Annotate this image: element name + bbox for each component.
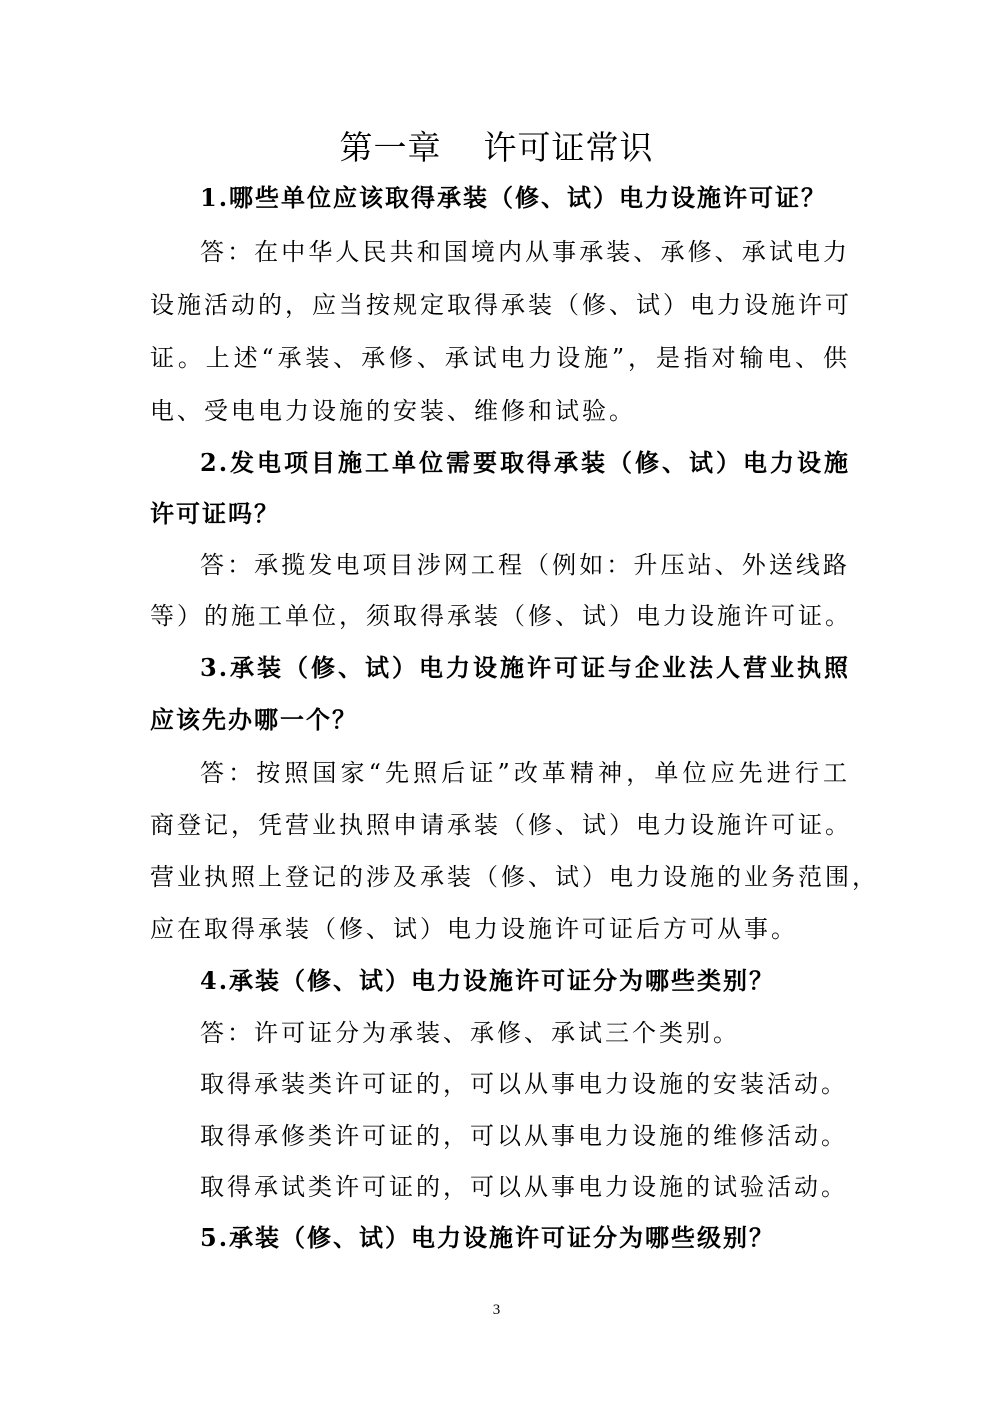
question-5: 5.承装（修、试）电力设施许可证分为哪些级别？ xyxy=(200,1223,776,1252)
answer-1-line-3: 证。上述“承装、承修、承试电力设施”，是指对输电、供 xyxy=(150,344,850,372)
answer-4-line-2: 取得承装类许可证的，可以从事电力设施的安装活动。 xyxy=(200,1070,848,1098)
question-2-line-2: 许可证吗？ xyxy=(150,499,280,528)
answer-3-line-2: 商登记，凭营业执照申请承装（修、试）电力设施许可证。 xyxy=(150,811,852,839)
chapter-name: 许可证常识 xyxy=(483,128,654,167)
question-3-line-2: 应该先办哪一个？ xyxy=(150,705,358,734)
answer-3-line-4: 应在取得承装（修、试）电力设施许可证后方可从事。 xyxy=(150,915,798,943)
chapter-number: 第一章 xyxy=(339,128,442,167)
answer-1-line-2: 设施活动的，应当按规定取得承装（修、试）电力设施许可 xyxy=(150,291,852,319)
question-2-line-1: 2.发电项目施工单位需要取得承装（修、试）电力设施 xyxy=(200,448,850,477)
answer-4-line-1: 答：许可证分为承装、承修、承试三个类别。 xyxy=(200,1019,740,1047)
answer-1-line-4: 电、受电电力设施的安装、维修和试验。 xyxy=(150,397,636,425)
question-1: 1.哪些单位应该取得承装（修、试）电力设施许可证？ xyxy=(200,183,828,212)
answer-3-line-1: 答：按照国家“先照后证”改革精神，单位应先进行工 xyxy=(200,759,850,787)
answer-2-line-2: 等）的施工单位，须取得承装（修、试）电力设施许可证。 xyxy=(150,602,852,630)
answer-1-line-1: 答：在中华人民共和国境内从事承装、承修、承试电力 xyxy=(200,238,850,266)
question-3-line-1: 3.承装（修、试）电力设施许可证与企业法人营业执照 xyxy=(200,653,850,682)
answer-2-line-1: 答：承揽发电项目涉网工程（例如：升压站、外送线路 xyxy=(200,551,850,579)
answer-3-line-3: 营业执照上登记的涉及承装（修、试）电力设施的业务范围， xyxy=(150,863,879,891)
page-number: 3 xyxy=(492,1302,501,1318)
answer-4-line-3: 取得承修类许可证的，可以从事电力设施的维修活动。 xyxy=(200,1122,848,1150)
chapter-title xyxy=(0,122,993,174)
answer-4-line-4: 取得承试类许可证的，可以从事电力设施的试验活动。 xyxy=(200,1173,848,1201)
question-4: 4.承装（修、试）电力设施许可证分为哪些类别？ xyxy=(200,966,776,995)
